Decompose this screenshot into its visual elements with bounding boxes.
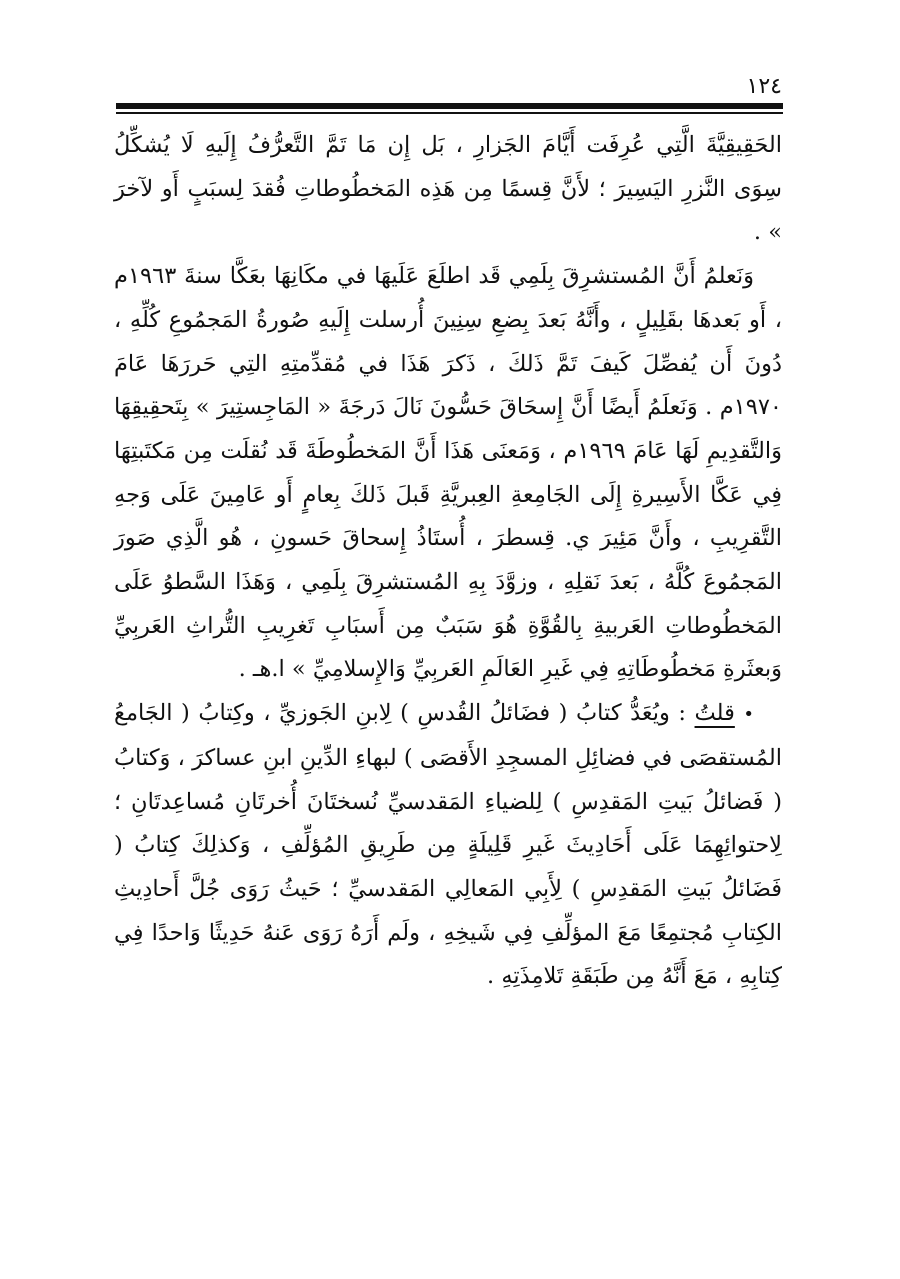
author-note-lead: قلتُ [694, 700, 735, 727]
paragraph-author-note [114, 692, 782, 999]
page-number: ١٢٤ [746, 74, 782, 99]
paragraph-continuation: الحَقِيقِيَّةَ الَّتِي عُرِفَت أَيَّامَ الجَزارِ ، بَل إِن مَا تَمَّ التَّعرُّفُ إِلَيهِ لَا يُشكِّلُ سِوَى النَّزرِ اليَسِيرَ ؛ لأَنَّ قِسمًا مِن هَذِه المَخطُوطاتِ فُقدَ لِسبَبٍ أَو لآخرَ » . [114, 132, 782, 246]
paragraph-historical-note: وَنَعلمُ أَنَّ المُستشرِقَ بِلَمِي قَد اطلَعَ عَلَيهَا في مكَانِهَا بعَكَّا سنةَ ١٩٦٣م ، أَو بَعدهَا بقَلِيلٍ ، وأَنَّهُ بَعدَ بِضعِ سِنِينَ أُرسلت إِلَيهِ صُورةُ المَجمُوعِ كُلِّهِ ، دُونَ أَن يُفصِّلَ كَيفَ تَمَّ ذَلكَ ، ذَكرَ هَذَا في مُقدِّمتِهِ التِي حَررَهَا عَامَ ١٩٧٠م . وَنَعلَمُ أَيضًا أَنَّ إِسحَاقَ حَسُّونَ نَالَ دَرجَةَ « المَاجِستِيرَ » بِتَحقِيقِهَا وَالتَّقدِيمِ لَهَا عَامَ ١٩٦٩م ، وَمَعنَى هَذَا أَنَّ المَخطُوطَةَ قَد نُقلَت مِن مَكتَبتِهَا فِي عَكَّا الأَسِيرةِ إِلَى الجَامِعةِ العِبريَّةِ قَبلَ ذَلكَ بِعامٍ أَو عَامِينَ عَلَى وَجهِ التَّقرِيبِ ، وأَنَّ مَئِيرَ ي. قِسطرَ ، أُستَاذُ إِسحاقَ حَسونِ ، هُو الَّذِي صَورَ المَجمُوعَ كُلَّهُ ، بَعدَ نَقلِهِ ، وزوَّدَ بِهِ المُستشرِقَ بِلَمِي ، وَهَذَا السَّطوُ عَلَى المَخطُوطاتِ العَربيةِ بِالقُوَّةِ هُوَ سَبَبٌ مِن أَسبَابِ تَغرِيبِ التُّراثِ العَربِيِّ وَبعثَرةِ مَخطُوطَاتِهِ فِي غَيرِ العَالَمِ العَربِيِّ وَالإِسلامِيِّ » ا.هـ . [114, 263, 782, 683]
author-note-body: : ويُعَدُّ كتابُ ( فضَائلُ القُدسِ ) لِابنِ الجَوزيِّ ، وكِتابُ ( الجَامعُ المُستقصَى في فضائِلِ المسجِدِ الأَقصَى ) لبهاءِ الدِّينِ ابنِ عساكرَ ، وَكتابُ ( فَضائلُ بَيتِ المَقدِسِ ) لِلضياءِ المَقدسيِّ نُسختَانَ أُخرتَانِ مُساعِدتَانِ ؛ لِاحتوائِهِمَا عَلَى أَحَادِيثَ غَيرِ قَلِيلَةٍ مِن طَرِيقِ المُؤلِّفِ ، وَكذلِكَ كِتابُ ( فَضَائلُ بَيتِ المَقدِسِ ) لِأَبِي المَعالِي المَقدسيِّ ؛ حَيثُ رَوَى جُلَّ أَحادِيثِ الكِتابِ مُجتمِعًا مَعَ المؤلِّفِ فِي شَيخِهِ ، ولَم أَرَهُ رَوَى عَنهُ حَدِيثًا وَاحدًا فِي كِتابِهِ ، مَعَ أَنَّهُ مِن طَبَقَةِ تَلامِذَتِهِ . [114, 700, 782, 990]
bullet-icon: • [743, 704, 755, 726]
header-rule-thin [116, 112, 783, 114]
body-text [114, 124, 782, 999]
header-rule-thick [116, 103, 783, 109]
